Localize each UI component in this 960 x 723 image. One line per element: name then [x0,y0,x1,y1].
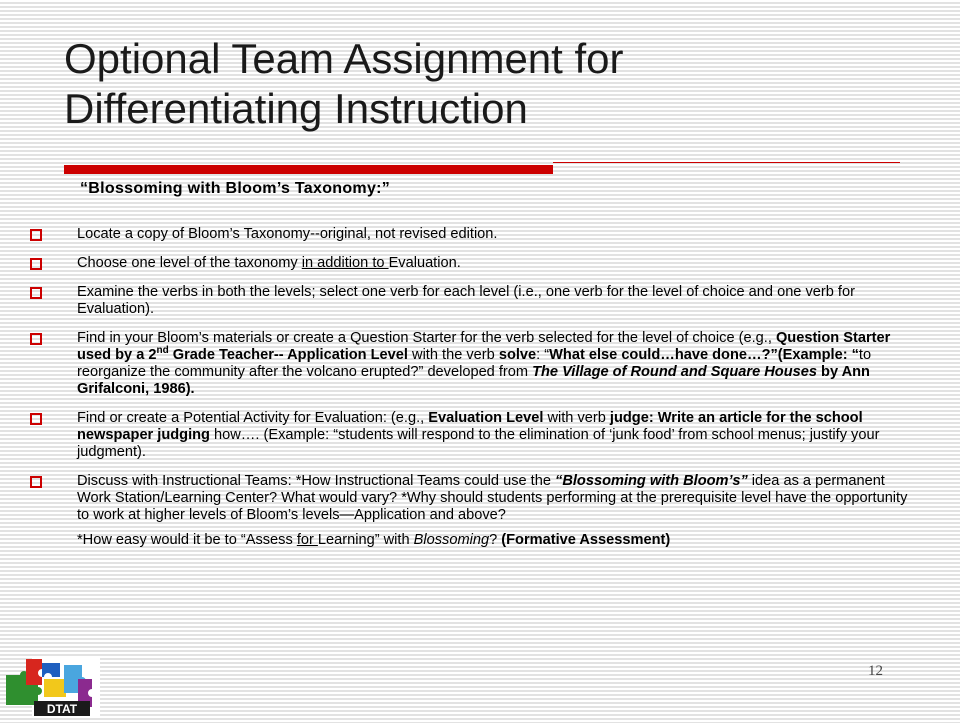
bullet-text: Find or create a Potential Activity for Evaluation: (e.g., [77,410,429,426]
square-bullet-icon [30,413,42,425]
bullet-text: Examine the verbs in both the levels; select one verb for each level (i.e., one verb for the level of choice and one verb for Evaluation). [77,284,855,317]
superscript: nd [156,345,169,357]
square-bullet-icon [30,333,42,345]
bullet-text: : “ [536,347,550,363]
underlined-text: for [296,532,318,548]
bold-text: judge: Write an article for the school newspaper judging [77,410,863,443]
section-heading: “Blossoming with Bloom’s Taxonomy:” [80,180,391,197]
title-line-2: Differentiating Instruction [64,85,528,132]
bold-text: Evaluation Level [428,410,544,426]
square-bullet-icon [30,229,42,241]
list-item [30,330,910,398]
bullet-list [30,226,910,549]
square-bullet-icon [30,287,42,299]
slide-title [64,34,904,134]
title-underline-thin [553,162,900,163]
bold-text: by Ann Grifalconi, 1986). [77,364,870,397]
bullet-text: Learning” with [317,532,414,548]
bullet-text: how…. (Example: “students will respond to the elimination of ‘junk food’ from school menus; justify your judgment). [77,427,880,460]
list-item [30,284,910,318]
list-item [30,226,910,243]
bullet-text: ? [489,532,502,548]
bullet-text: with the verb [407,347,499,363]
bullet-text: Evaluation. [388,255,461,271]
continuation-line [30,532,910,549]
list-item [30,473,910,524]
bold-text: (Formative Assessment) [501,532,671,548]
puzzle-logo-graphic [2,655,102,718]
bold-text: Question Starter used by a 2 [77,330,891,363]
bullet-text: Locate a copy of Bloom’s Taxonomy--original, not revised edition. [77,226,498,242]
bold-text: Grade Teacher-- Application Level [168,347,408,363]
page-number: 12 [868,663,883,679]
square-bullet-icon [30,258,42,270]
bullet-text: Discuss with Instructional Teams: *How Instructional Teams could use the [77,473,556,489]
bold-text: What else could…have done…?”(Example: “ [549,347,859,363]
logo-label: DTAT [46,702,78,716]
bullet-text: to reorganize the community after the volcano erupted?” developed from [77,347,872,380]
list-item [30,255,910,272]
bold-italic-text: “Blossoming with Bloom’s” [555,473,748,489]
dtat-logo-icon [2,655,102,718]
list-item [30,410,910,461]
italic-text: Blossoming [413,532,490,548]
bullet-text: Choose one level of the taxonomy [77,255,302,271]
bold-text: solve [498,347,537,363]
bullet-text: Find in your Bloom’s materials or create a Question Starter for the verb selected for the level of choice (e.g., [77,330,776,346]
bullet-text: with verb [543,410,610,426]
title-underline-bar [64,165,553,174]
square-bullet-icon [30,476,42,488]
underlined-text: in addition to [301,255,389,271]
title-line-1: Optional Team Assignment for [64,35,624,82]
bullet-text: idea as a permanent Work Station/Learning Center? What would vary? *Why should students performing at the prerequisite level have the opportunity to work at higher levels of Bloom’s levels—Application and above? [77,473,908,523]
bullet-text: *How easy would it be to “Assess [77,532,297,548]
bold-italic-text: The Village of Round and Square Houses [532,364,817,380]
